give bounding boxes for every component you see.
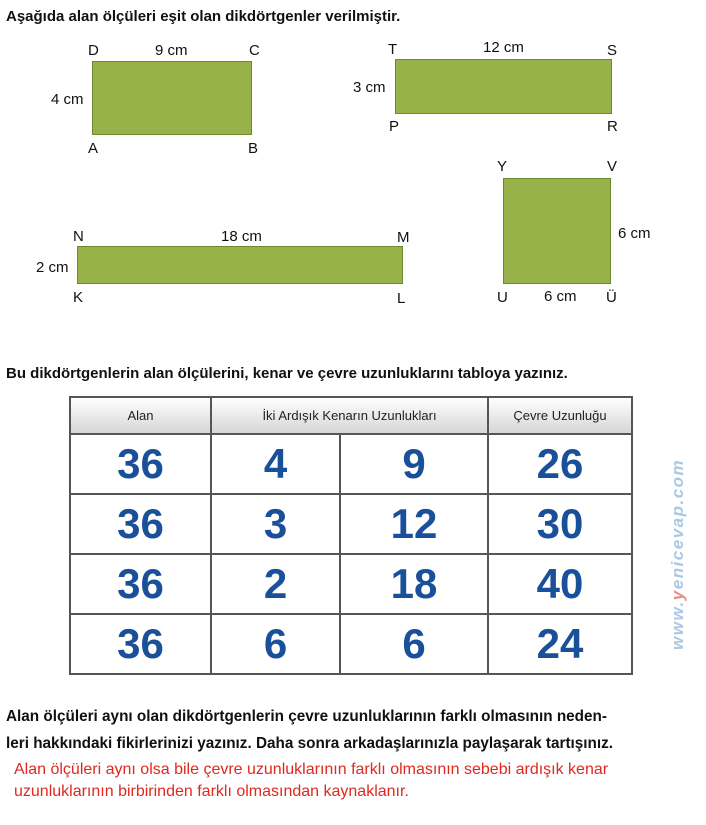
cell-area: 36 — [70, 554, 211, 614]
vertex-d: D — [88, 42, 99, 59]
question-line-2: leri hakkındaki fikirlerinizi yazınız. Daha sonra arkadaşlarınızla paylaşarak tartışınız. — [6, 735, 614, 752]
vertex-s: S — [607, 42, 618, 59]
answer-line-2: uzunluklarının birbirinden farklı olmasından kaynaklanır. — [14, 783, 409, 800]
watermark — [668, 459, 688, 650]
answer-line-1: Alan ölçüleri aynı olsa bile çevre uzunluklarının farklı olmasının sebebi ardışık kenar — [14, 761, 609, 778]
vertex-m: M — [397, 229, 410, 246]
length-nm: 18 cm — [221, 228, 262, 245]
rectangle-prst-shape — [395, 59, 612, 114]
cell-side1: 2 — [211, 554, 340, 614]
vertex-y: Y — [497, 158, 508, 175]
header-perimeter: Çevre Uzunluğu — [488, 397, 632, 434]
rectangle-abcd-shape — [92, 61, 252, 135]
cell-side2: 6 — [340, 614, 488, 674]
answer-table — [69, 396, 633, 675]
length-uv: 6 cm — [618, 225, 651, 242]
rectangle-uuvy-shape — [503, 178, 611, 284]
table-row — [70, 614, 632, 674]
vertex-p: P — [389, 118, 400, 135]
vertex-u: U — [497, 289, 508, 306]
vertex-k: K — [73, 289, 84, 306]
vertex-v: V — [607, 158, 618, 175]
header-sides: İki Ardışık Kenarın Uzunlukları — [211, 397, 488, 434]
question-line-1: Alan ölçüleri aynı olan dikdörtgenlerin çevre uzunluklarının farklı olmasının neden- — [6, 708, 607, 725]
header-area: Alan — [70, 397, 211, 434]
vertex-n: N — [73, 228, 84, 245]
table-row — [70, 494, 632, 554]
cell-side2: 18 — [340, 554, 488, 614]
cell-perimeter: 40 — [488, 554, 632, 614]
cell-area: 36 — [70, 434, 211, 494]
length-uu: 6 cm — [544, 288, 577, 305]
cell-area: 36 — [70, 494, 211, 554]
intro-text: Aşağıda alan ölçüleri eşit olan dikdörtgenler verilmiştir. — [6, 8, 401, 25]
cell-side1: 6 — [211, 614, 340, 674]
cell-perimeter: 26 — [488, 434, 632, 494]
length-ts: 12 cm — [483, 39, 524, 56]
length-dc: 9 cm — [155, 42, 188, 59]
watermark-prefix: www. — [668, 600, 687, 650]
length-ad: 4 cm — [51, 91, 84, 108]
vertex-l: L — [397, 290, 406, 307]
rectangle-klmn-shape — [77, 246, 403, 284]
cell-side2: 9 — [340, 434, 488, 494]
cell-side1: 3 — [211, 494, 340, 554]
vertex-u-umlaut: Ü — [606, 289, 617, 306]
length-kn: 2 cm — [36, 259, 69, 276]
cell-perimeter: 30 — [488, 494, 632, 554]
cell-side2: 12 — [340, 494, 488, 554]
vertex-r: R — [607, 118, 618, 135]
vertex-a: A — [88, 140, 99, 157]
cell-side1: 4 — [211, 434, 340, 494]
table-header-row — [70, 397, 632, 434]
vertex-c: C — [249, 42, 260, 59]
table-row — [70, 554, 632, 614]
watermark-accent: y — [668, 589, 687, 601]
table-instruction: Bu dikdörtgenlerin alan ölçülerini, kenar ve çevre uzunluklarını tabloya yazınız. — [6, 365, 568, 382]
cell-perimeter: 24 — [488, 614, 632, 674]
watermark-rest: enicevap.com — [668, 458, 687, 590]
cell-area: 36 — [70, 614, 211, 674]
vertex-b: B — [248, 140, 259, 157]
vertex-t: T — [388, 41, 398, 58]
length-pt: 3 cm — [353, 79, 386, 96]
table-row — [70, 434, 632, 494]
